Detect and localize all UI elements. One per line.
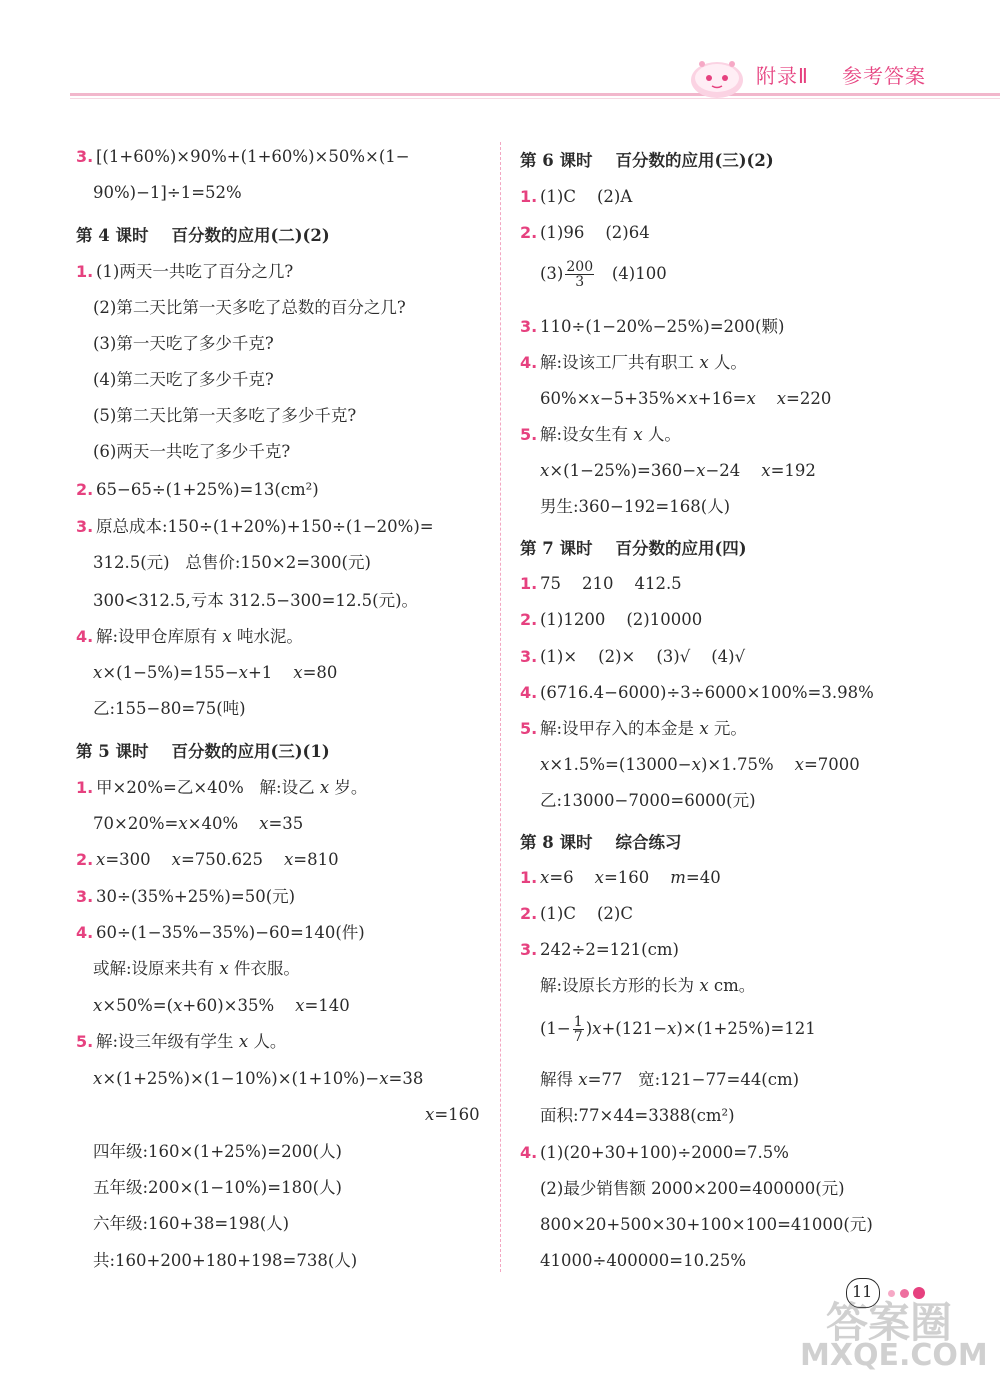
question-number: 4.: [520, 353, 538, 372]
watermark-url: MXQE.COM: [800, 1338, 988, 1373]
answer-text: 男生:360−192=168(人): [540, 497, 731, 516]
answer-text: 60÷(1−35%−35%)−60=140(件): [96, 923, 365, 942]
question-number: 5.: [520, 719, 538, 738]
answer-text: (1)C (2)A: [540, 187, 633, 206]
question-answer: [520, 424, 681, 446]
answer-line: [93, 995, 350, 1017]
answer-line: [93, 405, 356, 427]
answer-text: 共:160+200+180+198=738(人): [93, 1251, 358, 1270]
question-number: 1.: [76, 262, 94, 281]
answer-text: 65−65÷(1+25%)=13(cm²): [96, 480, 319, 499]
answer-text: 乙:13000−7000=6000(元): [540, 791, 756, 810]
question-answer: [520, 646, 745, 668]
column-divider: [500, 142, 501, 1272]
question-number: 2.: [520, 610, 538, 629]
fraction-numerator: 1: [573, 1014, 583, 1030]
answer-line: [93, 182, 242, 204]
answer-text: (6716.4−6000)÷3÷6000×100%=3.98%: [540, 683, 874, 702]
answer-text: (1)C (2)C: [540, 904, 633, 923]
answer-line: [93, 441, 290, 463]
answer-text: x×(1−5%)=155−x+1 x=80: [93, 663, 338, 682]
question-number: 2.: [76, 850, 94, 869]
answer-line: [93, 1068, 423, 1090]
answer-text: 242÷2=121(cm): [540, 940, 679, 959]
answer-text: x×(1+25%)×(1−10%)×(1+10%)−x=38: [93, 1069, 424, 1088]
answer-line: [93, 1250, 357, 1272]
answer-text: 或解:设原来共有 x 件衣服。: [93, 959, 300, 978]
question-number: 3.: [520, 940, 538, 959]
answer-text: x=300 x=750.625 x=810: [96, 850, 339, 869]
question-number: 2.: [520, 223, 538, 242]
question-number: 1.: [520, 868, 538, 887]
answer-text: 41000÷400000=10.25%: [540, 1251, 747, 1270]
question-number: 3.: [520, 317, 538, 336]
question-number: 3.: [520, 647, 538, 666]
answer-text: x×50%=(x+60)×35% x=140: [93, 996, 350, 1015]
question-number: 1.: [520, 187, 538, 206]
appendix-label: 附录Ⅱ: [756, 64, 809, 88]
answer-text: (2)最少销售额 2000×200=400000(元): [540, 1179, 845, 1198]
question-number: 5.: [76, 1032, 94, 1051]
question-answer: [76, 849, 339, 871]
answer-text: 解:设甲仓库原有 x 吨水泥。: [96, 627, 303, 646]
question-number: 3.: [76, 517, 94, 536]
answer-line: [93, 1141, 342, 1163]
frac-pre: (3): [540, 264, 564, 283]
question-answer: [76, 261, 293, 283]
question-number: 4.: [76, 627, 94, 646]
answer-text: 60%×x−5+35%×x+16=x x=220: [540, 389, 832, 408]
answer-text: (1)两天一共吃了百分之几?: [96, 262, 294, 281]
answer-line: [540, 496, 730, 518]
answer-line: [93, 369, 274, 391]
answer-text: 312.5(元) 总售价:150×2=300(元): [93, 553, 371, 572]
question-number: 2.: [520, 904, 538, 923]
lesson-heading: 第 5 课时 百分数的应用(三)(1): [76, 742, 330, 761]
answer-text: 解得 x=77 宽:121−77=44(cm): [540, 1070, 800, 1089]
question-answer: [76, 922, 365, 944]
answer-text: (1)(20+30+100)÷2000=7.5%: [540, 1143, 789, 1162]
watermark-logo: 答案圈: [826, 1298, 953, 1347]
answer-text: 90%)−1]÷1=52%: [93, 183, 242, 202]
answer-text: (2)第二天比第一天多吃了总数的百分之几?: [93, 298, 406, 317]
answer-text: 解:设女生有 x 人。: [540, 425, 681, 444]
answer-line: [93, 813, 303, 835]
answer-text: (6)两天一共吃了多少千克?: [93, 442, 291, 461]
question-answer: [76, 626, 303, 648]
lesson-heading: 第 4 课时 百分数的应用(二)(2): [76, 226, 330, 245]
question-answer: [520, 222, 650, 244]
answer-text: (1)96 (2)64: [540, 223, 650, 242]
fraction-denominator: 3: [575, 274, 585, 290]
question-answer: [520, 609, 702, 631]
question-answer: [520, 682, 874, 704]
answer-line: [93, 552, 371, 574]
answer-text: x=6 x=160 m=40: [540, 868, 721, 887]
answer-line: [540, 754, 860, 776]
frac-post: (4)100: [596, 264, 667, 283]
question-answer: [76, 516, 434, 538]
answer-line: [540, 1105, 735, 1127]
question-number: 5.: [520, 425, 538, 444]
fraction: [565, 260, 594, 289]
question-number: 2.: [76, 480, 94, 499]
fraction-denominator: 7: [573, 1029, 583, 1045]
question-answer: [520, 867, 721, 889]
answer-text: 800×20+500×30+100×100=41000(元): [540, 1215, 873, 1234]
answer-line: [93, 333, 274, 355]
question-answer: [520, 939, 679, 961]
answer-text: 解:设原长方形的长为 x cm。: [540, 976, 756, 995]
answer-text: x×(1−25%)=360−x−24 x=192: [540, 461, 816, 480]
question-answer: [76, 1031, 286, 1053]
frac-post: )x+(121−x)×(1+25%)=121: [585, 1019, 816, 1038]
fraction-numerator: 200: [566, 259, 594, 275]
answer-text: 解:设该工厂共有职工 x 人。: [540, 353, 747, 372]
answer-line: [93, 1213, 289, 1235]
answer-text: x×1.5%=(13000−x)×1.75% x=7000: [540, 755, 860, 774]
frac-pre: (1−: [540, 1019, 571, 1038]
header-rule: [70, 93, 1000, 96]
mascot-icon: [688, 56, 746, 100]
answer-line: [540, 460, 816, 482]
answer-text: 四年级:160×(1+25%)=200(人): [93, 1142, 342, 1161]
fraction: [573, 1015, 584, 1044]
lesson-heading: 第 6 课时 百分数的应用(三)(2): [520, 151, 774, 170]
answer-text: [(1+60%)×90%+(1+60%)×50%×(1−: [96, 147, 410, 166]
answer-text: 300<312.5,亏本 312.5−300=12.5(元)。: [93, 591, 419, 610]
answer-line: [540, 1178, 845, 1200]
question-number: 1.: [76, 778, 94, 797]
answer-line: [540, 1250, 746, 1272]
question-answer: [76, 777, 367, 799]
answer-text: 70×20%=x×40% x=35: [93, 814, 304, 833]
question-answer: [520, 573, 682, 595]
answer-text: 解:设三年级有学生 x 人。: [96, 1032, 287, 1051]
question-number: 4.: [520, 1143, 538, 1162]
answer-text: (4)第二天吃了多少千克?: [93, 370, 274, 389]
answer-text: 五年级:200×(1−10%)=180(人): [93, 1178, 342, 1197]
header-rule-thin: [70, 98, 1000, 99]
question-answer: [520, 316, 784, 338]
answer-line: [540, 1069, 799, 1091]
answer-text: 甲×20%=乙×40% 解:设乙 x 岁。: [96, 778, 368, 797]
answer-text: (1)× (2)× (3)√ (4)√: [540, 647, 746, 666]
question-answer: [520, 1142, 789, 1164]
answer-line: [93, 297, 406, 319]
answer-text: 解:设甲存入的本金是 x 元。: [540, 719, 747, 738]
question-answer: [520, 903, 633, 925]
answer-line: [93, 662, 337, 684]
answer-line: [540, 790, 756, 812]
question-answer: [76, 479, 319, 501]
question-number: 4.: [520, 683, 538, 702]
answer-line-fraction-2: [540, 1015, 816, 1044]
answers-label: 参考答案: [842, 64, 926, 88]
question-number: 1.: [520, 574, 538, 593]
question-answer: [520, 352, 747, 374]
answer-text: 原总成本:150÷(1+20%)+150÷(1−20%)=: [96, 517, 434, 536]
answer-text: 乙:155−80=75(吨): [93, 699, 246, 718]
answer-text: (1)1200 (2)10000: [540, 610, 703, 629]
answer-line: [540, 1214, 873, 1236]
question-number: 3.: [76, 147, 94, 166]
question-answer: [520, 186, 632, 208]
answer-text: 75 210 412.5: [540, 574, 682, 593]
answer-line: [93, 698, 246, 720]
answer-text: (5)第二天比第一天多吃了多少千克?: [93, 406, 357, 425]
question-answer: [76, 146, 410, 168]
answer-line: [93, 1177, 342, 1199]
question-number: 3.: [76, 887, 94, 906]
answer-line: [540, 975, 755, 997]
answer-line: [93, 590, 418, 612]
answer-text: 30÷(35%+25%)=50(元): [96, 887, 296, 906]
answer-text: x=160: [425, 1105, 480, 1124]
answer-line: [540, 388, 831, 410]
answer-line: [93, 958, 300, 980]
answer-text: 六年级:160+38=198(人): [93, 1214, 290, 1233]
answer-text: 面积:77×44=3388(cm²): [540, 1106, 735, 1125]
page-number: 11: [852, 1282, 873, 1301]
answer-text: (3)第一天吃了多少千克?: [93, 334, 274, 353]
lesson-heading: 第 7 课时 百分数的应用(四): [520, 539, 747, 558]
lesson-heading: 第 8 课时 综合练习: [520, 833, 682, 852]
question-number: 4.: [76, 923, 94, 942]
answer-line-fraction-1: [540, 260, 667, 289]
question-answer: [76, 886, 295, 908]
answer-line: [425, 1104, 480, 1126]
question-answer: [520, 718, 747, 740]
answer-text: 110÷(1−20%−25%)=200(颗): [540, 317, 785, 336]
